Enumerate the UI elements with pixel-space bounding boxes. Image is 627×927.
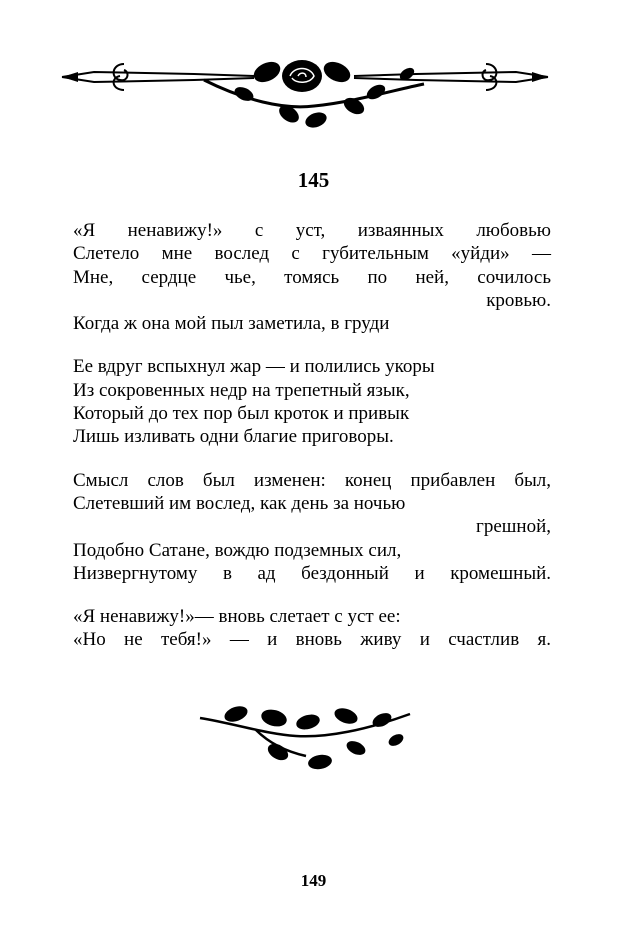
poem-line-carryover: кровью. (486, 289, 551, 311)
poem-line: Смысл слов был изменен: конец прибавлен был, (73, 469, 551, 491)
poem-text (73, 219, 551, 672)
poem-line: Из сокровенных недр на трепетный язык, (73, 379, 410, 401)
poem-line-carryover: грешной, (476, 516, 551, 538)
poem-line: Подобно Сатане, вождю подземных сил, (73, 539, 402, 561)
poem-line: Слетевший им вослед, как день за ночью (73, 492, 406, 514)
poem-line: «Но не тебя!» — и вновь живу и счастлив я. (73, 629, 551, 651)
poem-line: Мне, сердце чье, томясь по ней, сочилось (73, 266, 551, 288)
stanza-1 (73, 219, 551, 335)
poem-line: Слетело мне вослед с губительным «уйди» — (73, 243, 551, 265)
leaf-ornament-icon (196, 700, 416, 780)
stanza-4 (73, 605, 551, 652)
poem-line: Который до тех пор был кроток и привык (73, 403, 410, 425)
poem-line: Ее вдруг вспыхнул жар — и полились укоры (73, 356, 435, 378)
poem-line: Когда ж она мой пыл заметила, в груди (73, 313, 390, 335)
poem-line: Низвергнутому в ад бездонный и кромешный. (73, 562, 551, 584)
page-number: 149 (300, 871, 327, 890)
stanza-3 (73, 469, 551, 585)
poem-line: «Я ненавижу!»— вновь слетает с уст ее: (73, 606, 401, 628)
sonnet-number: 145 (297, 168, 330, 192)
stanza-2 (73, 355, 551, 448)
poem-line: Лишь изливать одни благие приговоры. (73, 426, 394, 448)
rose-ornament-icon (54, 50, 556, 140)
poem-line: «Я ненавижу!» с уст, изваянных любовью (73, 220, 551, 241)
